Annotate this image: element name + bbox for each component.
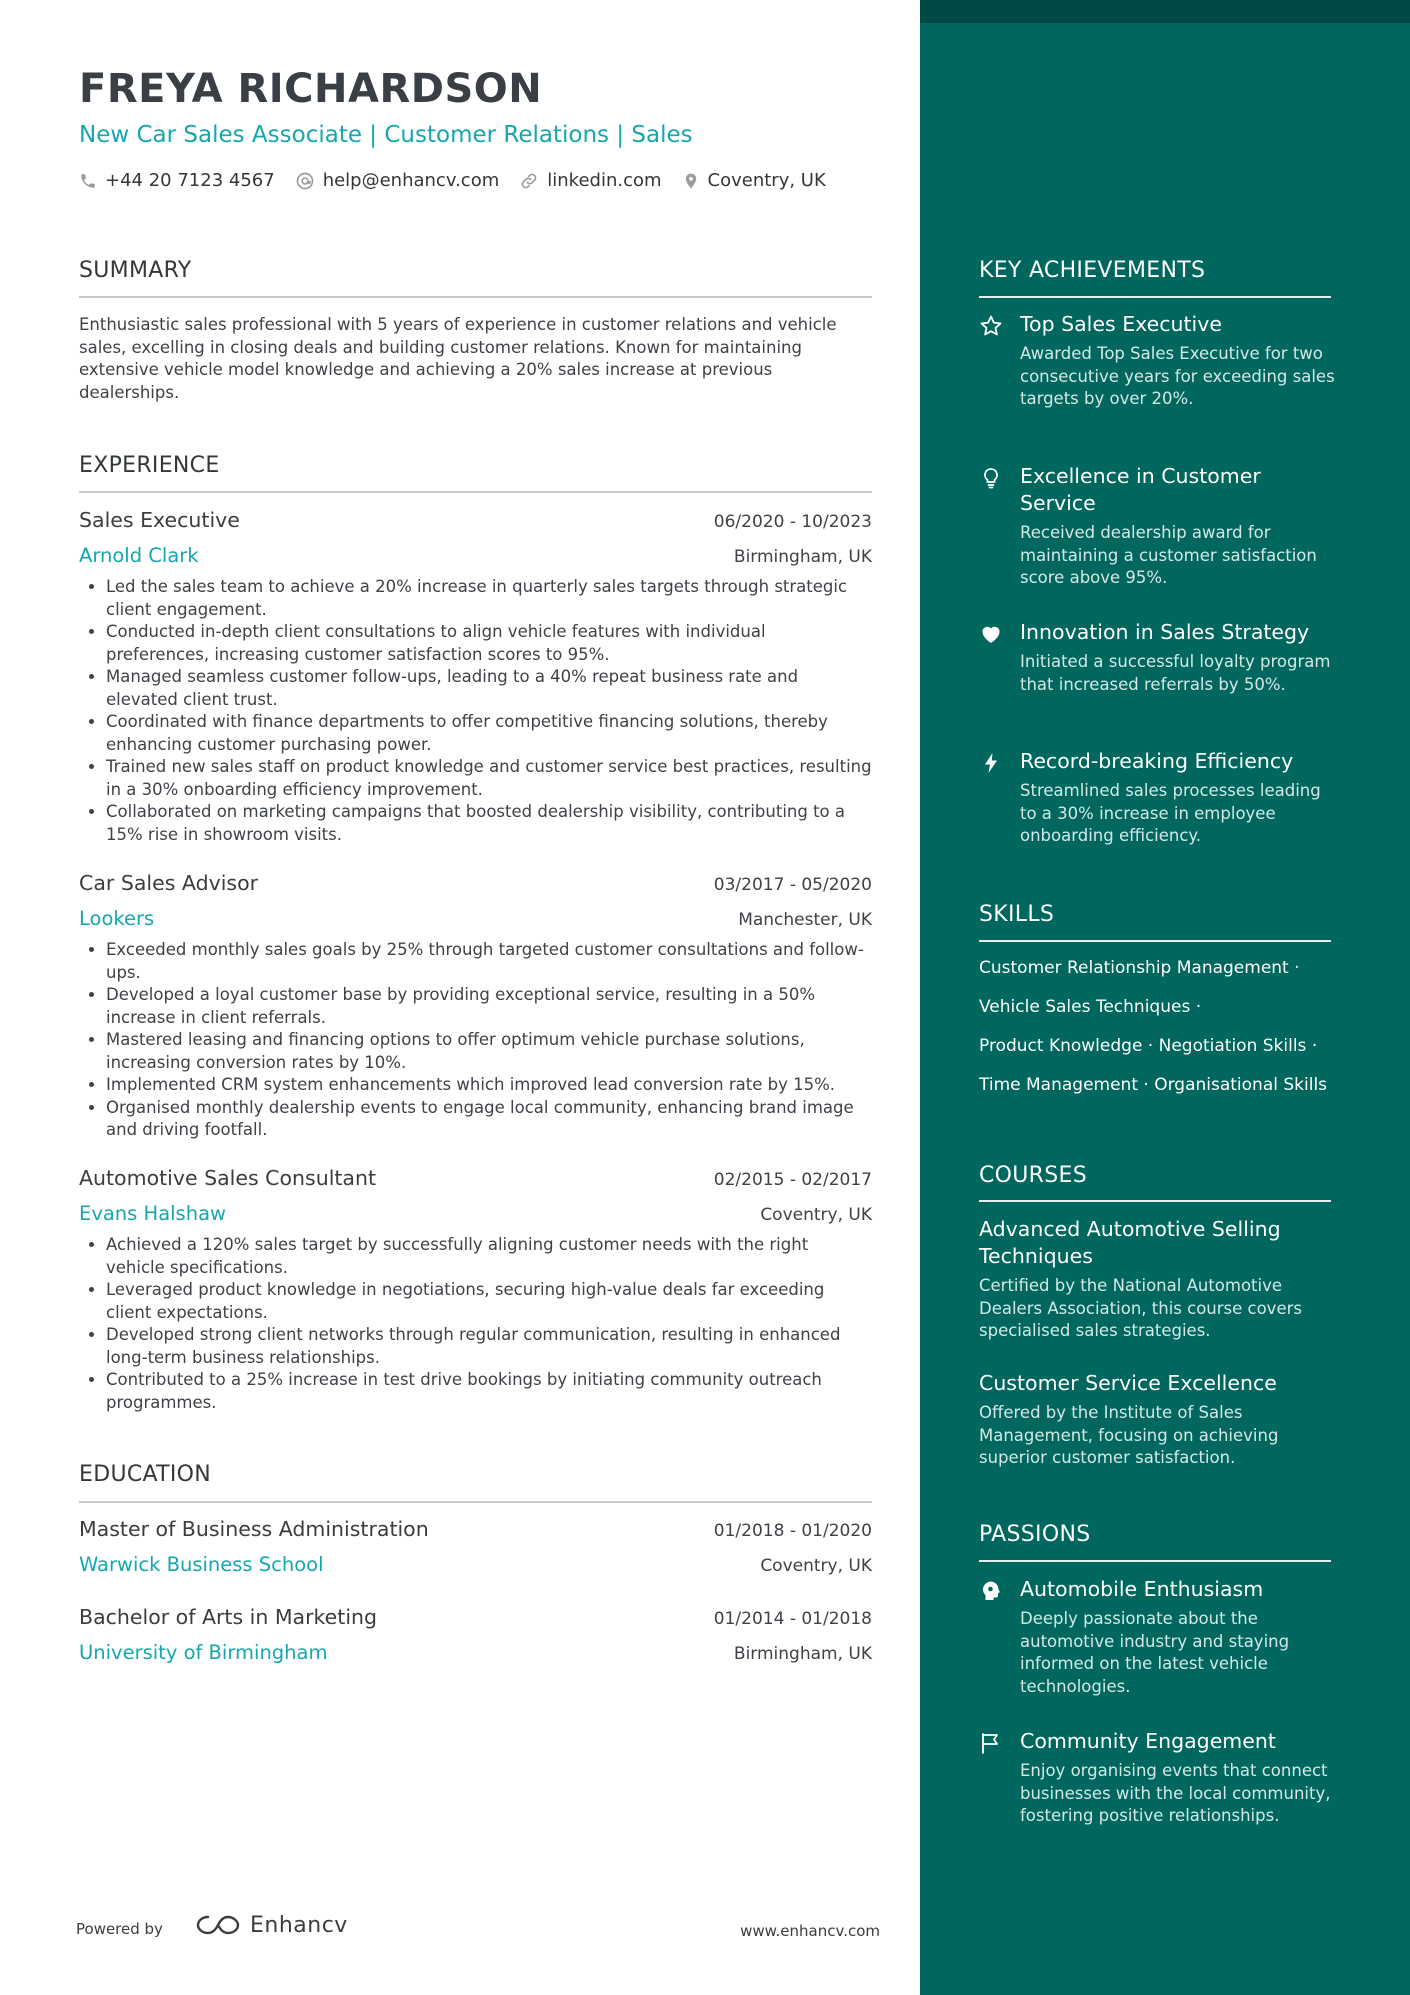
education-heading: EDUCATION <box>79 1462 212 1487</box>
job-dates: 02/2015 - 02/2017 <box>713 1170 872 1190</box>
education-entry <box>79 1517 872 1576</box>
achievement-desc: Initiated a successful loyalty program that increased referrals by 50%. <box>1020 652 1331 694</box>
sidebar-top-bar <box>920 0 1410 23</box>
job-entry <box>79 508 872 846</box>
edu-degree: Master of Business Administration <box>79 1517 429 1541</box>
bullet-item: • Exceeded monthly sales goals by 25% through targeted customer consultations and follow-ups. <box>106 939 872 984</box>
job-bullets <box>79 1234 872 1414</box>
job-location: Manchester, UK <box>738 910 872 930</box>
candidate-name: FREYA RICHARDSON <box>79 66 543 112</box>
edu-dates: 01/2018 - 01/2020 <box>713 1521 872 1541</box>
passion-title: Automobile Enthusiasm <box>1020 1577 1264 1601</box>
achievement-desc: Received dealership award for maintaining a customer satisfaction score above 95%. <box>1020 523 1317 587</box>
course-title: Customer Service Excellence <box>979 1371 1277 1395</box>
lightbulb-icon <box>979 466 1003 490</box>
passions-divider <box>979 1560 1331 1562</box>
summary-text: Enthusiastic sales professional with 5 years of experience in customer relations and vehicle sales, excelling in closing deals and building customer relations. Known for maintaining extensive vehicle model knowledge and achieving a 20% sales increase at previous dealerships. <box>79 315 837 402</box>
achievement-item <box>979 619 1339 696</box>
bullet-item: • Developed strong client networks through regular communication, resulting in enhanced long-term business relationships. <box>106 1324 872 1369</box>
at-icon <box>295 171 315 191</box>
bullet-item: • Collaborated on marketing campaigns that boosted dealership visibility, contributing to a 15% rise in showroom visits. <box>106 801 872 846</box>
achievement-item <box>979 463 1339 590</box>
courses-divider <box>979 1200 1331 1202</box>
passions-heading: PASSIONS <box>979 1522 1091 1547</box>
enhancv-logo-text: Enhancv <box>250 1912 348 1938</box>
job-entry <box>79 1166 872 1414</box>
powered-by-label: Powered by <box>76 1920 163 1938</box>
contact-location <box>682 170 826 191</box>
enhancv-logo[interactable] <box>194 1912 348 1938</box>
job-company: Lookers <box>79 907 155 930</box>
bullet-item: • Leveraged product knowledge in negotiations, securing high-value deals far exceeding client expectations. <box>106 1279 872 1324</box>
job-location: Coventry, UK <box>760 1205 872 1225</box>
location-text: Coventry, UK <box>707 170 826 191</box>
job-bullets <box>79 939 872 1142</box>
bullet-item: • Achieved a 120% sales target by successfully aligning customer needs with the right vehicle specifications. <box>106 1234 872 1279</box>
bullet-item: • Mastered leasing and financing options to offer optimum vehicle purchase solutions, increasing conversion rates by 10%. <box>106 1029 872 1074</box>
course-desc: Offered by the Institute of Sales Management, focusing on achieving superior customer satisfaction. <box>979 1403 1279 1467</box>
achievements-heading: KEY ACHIEVEMENTS <box>979 258 1206 283</box>
job-role: Automotive Sales Consultant <box>79 1166 377 1190</box>
achievement-title: Top Sales Executive <box>1020 312 1222 336</box>
passion-title: Community Engagement <box>1020 1729 1276 1753</box>
achievement-title: Excellence in Customer Service <box>1020 464 1261 515</box>
education-entry <box>79 1605 872 1664</box>
job-dates: 03/2017 - 05/2020 <box>713 875 872 895</box>
job-location: Birmingham, UK <box>733 547 872 567</box>
skill-line: Product Knowledge · Negotiation Skills · <box>979 1036 1318 1056</box>
education-divider <box>79 1501 872 1503</box>
skills-divider <box>979 940 1331 942</box>
location-pin-icon <box>682 171 700 191</box>
linkedin-text: linkedin.com <box>547 170 662 191</box>
website-link[interactable]: www.enhancv.com <box>740 1922 880 1940</box>
passion-item <box>979 1576 1339 1698</box>
email-text: help@enhancv.com <box>322 170 500 191</box>
lightning-icon <box>979 751 1003 775</box>
contact-row <box>79 170 846 191</box>
job-bullets <box>79 576 872 846</box>
bullet-item: • Organised monthly dealership events to engage local community, enhancing brand image and driving footfall. <box>106 1097 872 1142</box>
star-icon <box>979 314 1003 338</box>
bullet-item: • Led the sales team to achieve a 20% increase in quarterly sales targets through strategic client engagement. <box>106 576 872 621</box>
skill-line: Vehicle Sales Techniques · <box>979 997 1202 1017</box>
courses-heading: COURSES <box>979 1163 1087 1188</box>
edu-school: Warwick Business School <box>79 1553 324 1576</box>
bullet-item: • Developed a loyal customer base by providing exceptional service, resulting in a 50% increase in client referrals. <box>106 984 872 1029</box>
course-item <box>979 1370 1339 1470</box>
passion-desc: Enjoy organising events that connect businesses with the local community, fostering positive relationships. <box>1020 1761 1331 1825</box>
achievement-title: Record-breaking Efficiency <box>1020 749 1294 773</box>
footer <box>76 1912 880 1952</box>
skill-line: Customer Relationship Management · <box>979 958 1300 978</box>
heart-icon <box>979 622 1003 646</box>
edu-dates: 01/2014 - 01/2018 <box>713 1609 872 1629</box>
experience-heading: EXPERIENCE <box>79 453 220 478</box>
job-dates: 06/2020 - 10/2023 <box>713 512 872 532</box>
phone-text: +44 20 7123 4567 <box>105 170 275 191</box>
edu-location: Coventry, UK <box>760 1556 872 1576</box>
course-desc: Certified by the National Automotive Dealers Association, this course covers specialised sales strategies. <box>979 1276 1302 1340</box>
achievement-item <box>979 311 1339 411</box>
experience-divider <box>79 491 872 493</box>
achievements-divider <box>979 296 1331 298</box>
bullet-item: • Implemented CRM system enhancements which improved lead conversion rate by 15%. <box>106 1074 872 1097</box>
job-role: Sales Executive <box>79 508 240 532</box>
summary-heading: SUMMARY <box>79 258 192 283</box>
edu-school: University of Birmingham <box>79 1641 328 1664</box>
bullet-item: • Trained new sales staff on product knowledge and customer service best practices, resulting in a 30% onboarding efficiency improvement. <box>106 756 872 801</box>
achievement-desc: Awarded Top Sales Executive for two consecutive years for exceeding sales targets by over 20%. <box>1020 344 1335 408</box>
job-entry <box>79 871 872 1142</box>
achievement-desc: Streamlined sales processes leading to a 30% increase in employee onboarding efficiency. <box>1020 781 1321 845</box>
achievement-item <box>979 748 1339 848</box>
head-gear-icon <box>979 1579 1003 1603</box>
passion-item <box>979 1728 1339 1828</box>
skills-heading: SKILLS <box>979 902 1055 927</box>
flag-icon <box>979 1731 1003 1755</box>
bullet-item: • Conducted in-depth client consultations to align vehicle features with individual preferences, increasing customer satisfaction scores to 95%. <box>106 621 872 666</box>
job-role: Car Sales Advisor <box>79 871 259 895</box>
course-title: Advanced Automotive Selling Techniques <box>979 1217 1281 1268</box>
bullet-item: • Coordinated with finance departments to offer competitive financing solutions, thereby enhancing customer purchasing power. <box>106 711 872 756</box>
skill-line: Time Management · Organisational Skills <box>979 1075 1328 1095</box>
contact-linkedin[interactable] <box>519 170 661 191</box>
link-icon <box>519 171 539 191</box>
phone-icon <box>79 172 97 190</box>
edu-degree: Bachelor of Arts in Marketing <box>79 1605 378 1629</box>
edu-location: Birmingham, UK <box>733 1644 872 1664</box>
bullet-item: • Managed seamless customer follow-ups, leading to a 40% repeat business rate and elevated client trust. <box>106 666 872 711</box>
passion-desc: Deeply passionate about the automotive industry and staying informed on the latest vehicle technologies. <box>1020 1609 1290 1696</box>
candidate-title: New Car Sales Associate | Customer Relations | Sales <box>79 122 693 148</box>
enhancv-logo-icon <box>194 1912 242 1938</box>
contact-email[interactable] <box>295 170 500 191</box>
contact-phone[interactable] <box>79 170 275 191</box>
achievement-title: Innovation in Sales Strategy <box>1020 620 1310 644</box>
summary-divider <box>79 296 872 298</box>
bullet-item: • Contributed to a 25% increase in test drive bookings by initiating community outreach programmes. <box>106 1369 872 1414</box>
skills-list <box>979 955 1349 1111</box>
job-company: Evans Halshaw <box>79 1202 226 1225</box>
job-company: Arnold Clark <box>79 544 199 567</box>
course-item <box>979 1216 1339 1343</box>
